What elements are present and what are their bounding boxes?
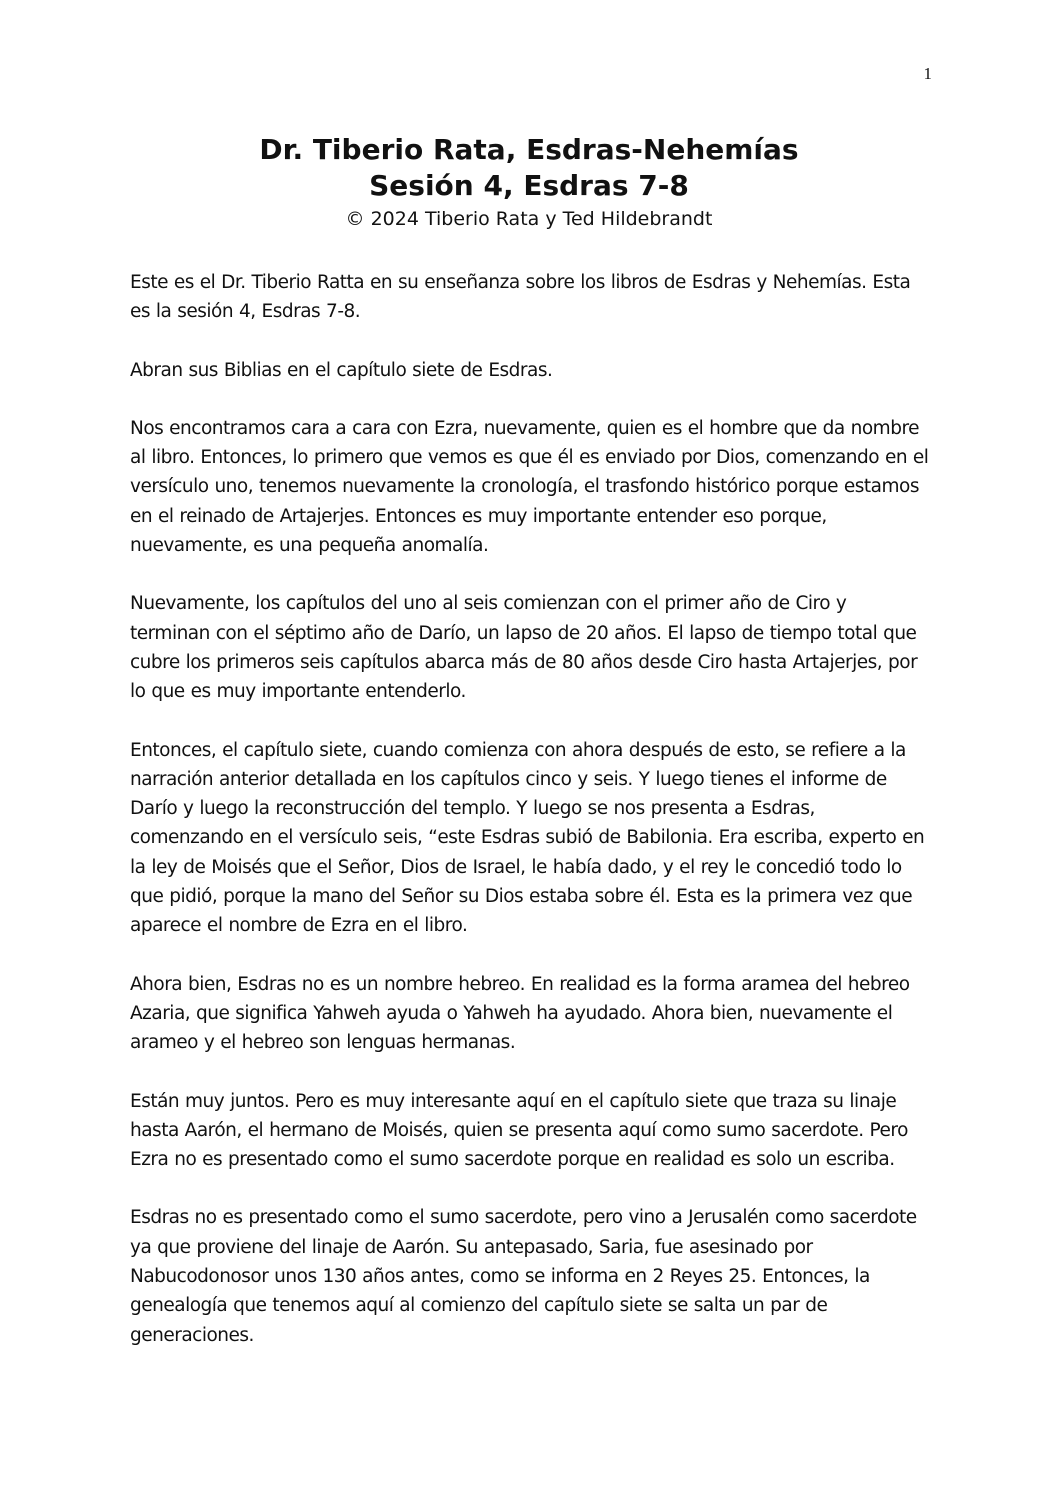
document-title-line-2: Sesión 4, Esdras 7-8: [369, 169, 689, 202]
paragraph: Este es el Dr. Tiberio Ratta en su enseñanza sobre los libros de Esdras y Nehemías. Esta es la sesión 4, Esdras 7-8.: [130, 272, 911, 323]
document-header: [0, 132, 1058, 234]
paragraph: Nuevamente, los capítulos del uno al seis comienzan con el primer año de Ciro y terminan con el séptimo año de Darío, un lapso de 20 años. El lapso de tiempo total que cubre los primeros seis capítulos abarca más de 80 años desde Ciro hasta Artajerjes, por lo que es muy importante entenderlo.: [130, 593, 918, 703]
paragraph: Entonces, el capítulo siete, cuando comienza con ahora después de esto, se refiere a la narración anterior detallada en los capítulos cinco y seis. Y luego tienes el informe de Darío y luego la reconstrucción del templo. Y luego se nos presenta a Esdras, comenzando en el versículo seis, “este Esdras subió de Babilonia. Era escriba, experto en la ley de Moisés que el Señor, Dios de Israel, le había dado, y el rey le concedió todo lo que pidió, porque la mano del Señor su Dios estaba sobre él. Esta es la primera vez que aparece el nombre de Ezra en el libro.: [130, 739, 925, 937]
paragraph: Ahora bien, Esdras no es un nombre hebreo. En realidad es la forma aramea del hebreo Azaria, que significa Yahweh ayuda o Yahweh ha ayudado. Ahora bien, nuevamente el arameo y el hebreo son lenguas hermanas.: [130, 973, 910, 1054]
paragraph: Nos encontramos cara a cara con Ezra, nuevamente, quien es el hombre que da nombre al libro. Entonces, lo primero que vemos es que él es enviado por Dios, comenzando en el versículo uno, tenemos nuevamente la cronología, el trasfondo histórico porque estamos en el reinado de Artajerjes. Entonces es muy importante entender eso porque, nuevamente, es una pequeña anomalía.: [130, 417, 929, 557]
document-body: [130, 268, 930, 1379]
document-title-line-1: Dr. Tiberio Rata, Esdras-Nehemías: [259, 133, 799, 166]
copyright-notice: © 2024 Tiberio Rata y Ted Hildebrandt: [345, 208, 713, 230]
page-number: 1: [923, 64, 932, 83]
paragraph: Esdras no es presentado como el sumo sacerdote, pero vino a Jerusalén como sacerdote ya que proviene del linaje de Aarón. Su antepasado, Saria, fue asesinado por Nabucodonosor unos 130 años antes, como se informa en 2 Reyes 25. Entonces, la genealogía que tenemos aquí al comienzo del capítulo siete se salta un par de generaciones.: [130, 1207, 917, 1346]
paragraph: Están muy juntos. Pero es muy interesante aquí en el capítulo siete que traza su linaje hasta Aarón, el hermano de Moisés, quien se presenta aquí como sumo sacerdote. Pero Ezra no es presentado como el sumo sacerdote porque en realidad es solo un escriba.: [130, 1090, 908, 1171]
paragraph: Abran sus Biblias en el capítulo siete de Esdras.: [130, 359, 553, 381]
